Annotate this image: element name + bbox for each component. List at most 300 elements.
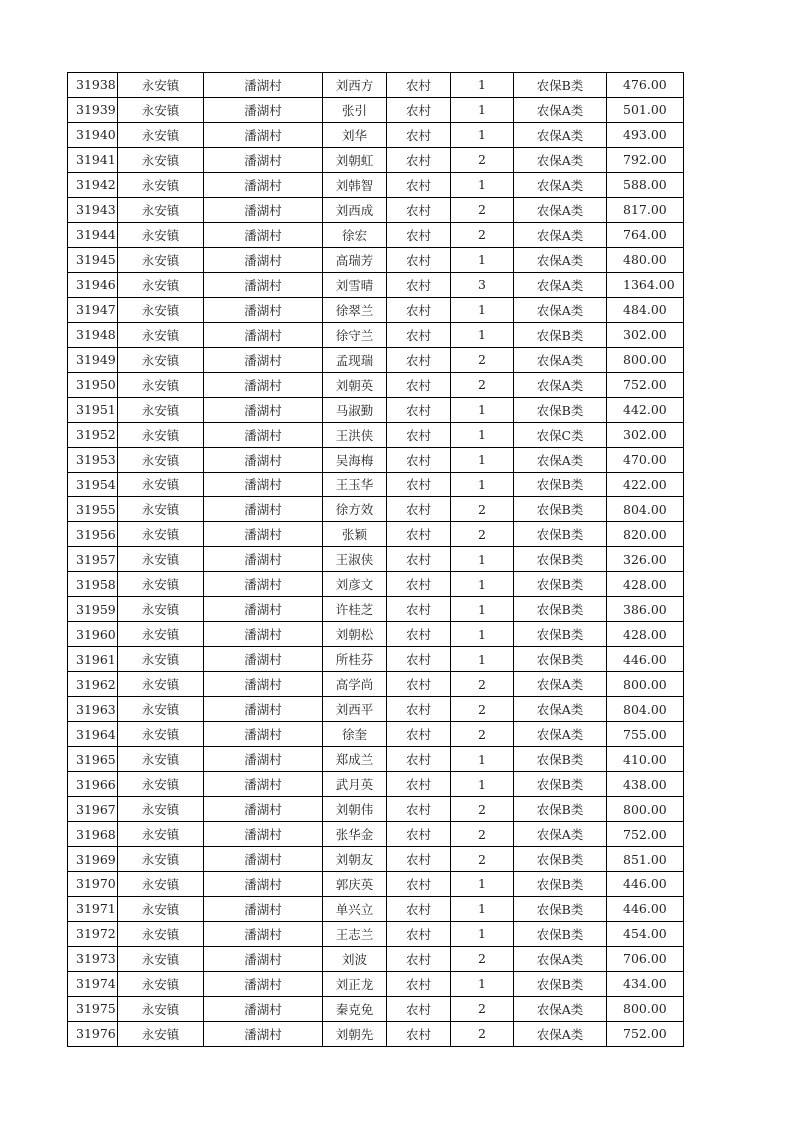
record-id-cell: 31954 [68,472,118,497]
town-cell: 永安镇 [118,122,204,147]
amount-cell: 764.00 [607,222,684,247]
person-name-cell: 王洪侠 [323,422,387,447]
town-cell: 永安镇 [118,297,204,322]
family-size-cell: 1 [451,422,514,447]
insurance-category-cell: 农保B类 [514,522,607,547]
village-cell: 潘湖村 [204,122,323,147]
record-id-cell: 31973 [68,946,118,971]
record-id-cell: 31946 [68,272,118,297]
household-type-cell: 农村 [387,647,451,672]
amount-cell: 792.00 [607,147,684,172]
amount-cell: 454.00 [607,921,684,946]
household-type-cell: 农村 [387,797,451,822]
village-cell: 潘湖村 [204,422,323,447]
household-type-cell: 农村 [387,447,451,472]
village-cell: 潘湖村 [204,547,323,572]
person-name-cell: 马淑勤 [323,397,387,422]
household-type-cell: 农村 [387,422,451,447]
town-cell: 永安镇 [118,772,204,797]
insurance-category-cell: 农保A类 [514,946,607,971]
town-cell: 永安镇 [118,347,204,372]
town-cell: 永安镇 [118,971,204,996]
household-type-cell: 农村 [387,572,451,597]
household-type-cell: 农村 [387,971,451,996]
table-row [68,472,684,497]
household-type-cell: 农村 [387,747,451,772]
insurance-category-cell: 农保A类 [514,996,607,1021]
table-row [68,197,684,222]
family-size-cell: 3 [451,272,514,297]
family-size-cell: 1 [451,921,514,946]
person-name-cell: 王志兰 [323,921,387,946]
insurance-category-cell: 农保B类 [514,397,607,422]
household-type-cell: 农村 [387,921,451,946]
town-cell: 永安镇 [118,697,204,722]
town-cell: 永安镇 [118,247,204,272]
household-type-cell: 农村 [387,197,451,222]
record-id-cell: 31960 [68,622,118,647]
record-id-cell: 31974 [68,971,118,996]
person-name-cell: 刘朝松 [323,622,387,647]
town-cell: 永安镇 [118,722,204,747]
family-size-cell: 1 [451,547,514,572]
person-name-cell: 刘西平 [323,697,387,722]
amount-cell: 438.00 [607,772,684,797]
household-type-cell: 农村 [387,247,451,272]
family-size-cell: 2 [451,1021,514,1046]
table-row [68,422,684,447]
amount-cell: 434.00 [607,971,684,996]
household-type-cell: 农村 [387,722,451,747]
table-row [68,896,684,921]
record-id-cell: 31938 [68,73,118,98]
table-row [68,622,684,647]
village-cell: 潘湖村 [204,847,323,872]
family-size-cell: 2 [451,822,514,847]
family-size-cell: 2 [451,697,514,722]
amount-cell: 410.00 [607,747,684,772]
person-name-cell: 所桂芬 [323,647,387,672]
record-id-cell: 31940 [68,122,118,147]
town-cell: 永安镇 [118,372,204,397]
person-name-cell: 刘正龙 [323,971,387,996]
table-row [68,247,684,272]
person-name-cell: 许桂芝 [323,597,387,622]
record-id-cell: 31945 [68,247,118,272]
insurance-category-cell: 农保B类 [514,896,607,921]
record-id-cell: 31943 [68,197,118,222]
person-name-cell: 刘朝友 [323,847,387,872]
person-name-cell: 刘雪晴 [323,272,387,297]
village-cell: 潘湖村 [204,597,323,622]
table-row [68,547,684,572]
town-cell: 永安镇 [118,647,204,672]
amount-cell: 302.00 [607,322,684,347]
town-cell: 永安镇 [118,447,204,472]
person-name-cell: 高学尚 [323,672,387,697]
table-row [68,847,684,872]
family-size-cell: 1 [451,597,514,622]
record-id-cell: 31975 [68,996,118,1021]
table-row [68,347,684,372]
village-cell: 潘湖村 [204,372,323,397]
table-row [68,322,684,347]
town-cell: 永安镇 [118,1021,204,1046]
insurance-category-cell: 农保A类 [514,122,607,147]
record-id-cell: 31950 [68,372,118,397]
town-cell: 永安镇 [118,597,204,622]
household-type-cell: 农村 [387,547,451,572]
insurance-category-cell: 农保A类 [514,447,607,472]
table-row [68,447,684,472]
amount-cell: 851.00 [607,847,684,872]
town-cell: 永安镇 [118,996,204,1021]
table-row [68,73,684,98]
village-cell: 潘湖村 [204,97,323,122]
record-id-cell: 31957 [68,547,118,572]
town-cell: 永安镇 [118,797,204,822]
insurance-category-cell: 农保A类 [514,222,607,247]
record-id-cell: 31951 [68,397,118,422]
family-size-cell: 1 [451,97,514,122]
table-row [68,697,684,722]
subsidy-table [67,72,684,1047]
amount-cell: 752.00 [607,372,684,397]
amount-cell: 501.00 [607,97,684,122]
person-name-cell: 孟现瑞 [323,347,387,372]
village-cell: 潘湖村 [204,697,323,722]
household-type-cell: 农村 [387,697,451,722]
town-cell: 永安镇 [118,397,204,422]
table-row [68,971,684,996]
insurance-category-cell: 农保B类 [514,597,607,622]
village-cell: 潘湖村 [204,172,323,197]
household-type-cell: 农村 [387,472,451,497]
family-size-cell: 1 [451,122,514,147]
table-row [68,672,684,697]
household-type-cell: 农村 [387,297,451,322]
record-id-cell: 31958 [68,572,118,597]
household-type-cell: 农村 [387,822,451,847]
record-id-cell: 31972 [68,921,118,946]
village-cell: 潘湖村 [204,1021,323,1046]
household-type-cell: 农村 [387,397,451,422]
household-type-cell: 农村 [387,996,451,1021]
person-name-cell: 徐守兰 [323,322,387,347]
table-row [68,522,684,547]
village-cell: 潘湖村 [204,147,323,172]
amount-cell: 800.00 [607,672,684,697]
village-cell: 潘湖村 [204,297,323,322]
household-type-cell: 农村 [387,97,451,122]
record-id-cell: 31944 [68,222,118,247]
insurance-category-cell: 农保A类 [514,372,607,397]
town-cell: 永安镇 [118,172,204,197]
family-size-cell: 2 [451,722,514,747]
village-cell: 潘湖村 [204,73,323,98]
person-name-cell: 刘韩智 [323,172,387,197]
family-size-cell: 2 [451,797,514,822]
insurance-category-cell: 农保A类 [514,172,607,197]
village-cell: 潘湖村 [204,472,323,497]
insurance-category-cell: 农保B类 [514,497,607,522]
town-cell: 永安镇 [118,97,204,122]
family-size-cell: 1 [451,896,514,921]
family-size-cell: 1 [451,73,514,98]
insurance-category-cell: 农保B类 [514,747,607,772]
village-cell: 潘湖村 [204,946,323,971]
amount-cell: 428.00 [607,572,684,597]
insurance-category-cell: 农保B类 [514,872,607,897]
table-body [68,73,684,1047]
person-name-cell: 刘西成 [323,197,387,222]
family-size-cell: 2 [451,497,514,522]
table-row [68,747,684,772]
person-name-cell: 徐方效 [323,497,387,522]
table-row [68,872,684,897]
record-id-cell: 31959 [68,597,118,622]
village-cell: 潘湖村 [204,447,323,472]
person-name-cell: 武月英 [323,772,387,797]
insurance-category-cell: 农保A类 [514,247,607,272]
amount-cell: 428.00 [607,622,684,647]
insurance-category-cell: 农保B类 [514,622,607,647]
town-cell: 永安镇 [118,497,204,522]
village-cell: 潘湖村 [204,797,323,822]
insurance-category-cell: 农保A类 [514,297,607,322]
amount-cell: 480.00 [607,247,684,272]
record-id-cell: 31952 [68,422,118,447]
village-cell: 潘湖村 [204,971,323,996]
household-type-cell: 农村 [387,147,451,172]
person-name-cell: 秦克免 [323,996,387,1021]
amount-cell: 820.00 [607,522,684,547]
insurance-category-cell: 农保B类 [514,472,607,497]
family-size-cell: 2 [451,996,514,1021]
household-type-cell: 农村 [387,946,451,971]
town-cell: 永安镇 [118,472,204,497]
amount-cell: 817.00 [607,197,684,222]
family-size-cell: 2 [451,372,514,397]
family-size-cell: 1 [451,872,514,897]
person-name-cell: 单兴立 [323,896,387,921]
record-id-cell: 31968 [68,822,118,847]
household-type-cell: 农村 [387,622,451,647]
person-name-cell: 刘西方 [323,73,387,98]
family-size-cell: 2 [451,672,514,697]
town-cell: 永安镇 [118,921,204,946]
person-name-cell: 刘朝先 [323,1021,387,1046]
amount-cell: 386.00 [607,597,684,622]
family-size-cell: 1 [451,397,514,422]
person-name-cell: 徐翠兰 [323,297,387,322]
village-cell: 潘湖村 [204,872,323,897]
household-type-cell: 农村 [387,347,451,372]
village-cell: 潘湖村 [204,996,323,1021]
town-cell: 永安镇 [118,73,204,98]
person-name-cell: 刘朝虹 [323,147,387,172]
record-id-cell: 31965 [68,747,118,772]
insurance-category-cell: 农保B类 [514,847,607,872]
village-cell: 潘湖村 [204,647,323,672]
village-cell: 潘湖村 [204,522,323,547]
village-cell: 潘湖村 [204,672,323,697]
table-row [68,372,684,397]
town-cell: 永安镇 [118,422,204,447]
household-type-cell: 农村 [387,222,451,247]
table-row [68,822,684,847]
table-row [68,647,684,672]
insurance-category-cell: 农保B类 [514,73,607,98]
village-cell: 潘湖村 [204,622,323,647]
insurance-category-cell: 农保B类 [514,921,607,946]
table-row [68,122,684,147]
record-id-cell: 31947 [68,297,118,322]
village-cell: 潘湖村 [204,247,323,272]
insurance-category-cell: 农保B类 [514,572,607,597]
insurance-category-cell: 农保A类 [514,822,607,847]
village-cell: 潘湖村 [204,497,323,522]
village-cell: 潘湖村 [204,747,323,772]
family-size-cell: 2 [451,222,514,247]
amount-cell: 804.00 [607,497,684,522]
record-id-cell: 31939 [68,97,118,122]
village-cell: 潘湖村 [204,921,323,946]
village-cell: 潘湖村 [204,822,323,847]
amount-cell: 800.00 [607,996,684,1021]
town-cell: 永安镇 [118,822,204,847]
person-name-cell: 张引 [323,97,387,122]
person-name-cell: 张华金 [323,822,387,847]
insurance-category-cell: 农保A类 [514,722,607,747]
household-type-cell: 农村 [387,73,451,98]
record-id-cell: 31964 [68,722,118,747]
town-cell: 永安镇 [118,896,204,921]
table-row [68,97,684,122]
table-row [68,497,684,522]
family-size-cell: 1 [451,971,514,996]
amount-cell: 446.00 [607,647,684,672]
table-row [68,772,684,797]
village-cell: 潘湖村 [204,222,323,247]
village-cell: 潘湖村 [204,272,323,297]
family-size-cell: 2 [451,347,514,372]
table-row [68,397,684,422]
record-id-cell: 31948 [68,322,118,347]
family-size-cell: 2 [451,147,514,172]
amount-cell: 422.00 [607,472,684,497]
insurance-category-cell: 农保A类 [514,347,607,372]
amount-cell: 706.00 [607,946,684,971]
record-id-cell: 31961 [68,647,118,672]
insurance-category-cell: 农保A类 [514,272,607,297]
town-cell: 永安镇 [118,222,204,247]
person-name-cell: 刘波 [323,946,387,971]
table-row [68,946,684,971]
person-name-cell: 徐奎 [323,722,387,747]
town-cell: 永安镇 [118,197,204,222]
family-size-cell: 1 [451,772,514,797]
insurance-category-cell: 农保B类 [514,797,607,822]
amount-cell: 484.00 [607,297,684,322]
insurance-category-cell: 农保A类 [514,97,607,122]
insurance-category-cell: 农保B类 [514,971,607,996]
amount-cell: 446.00 [607,896,684,921]
table-row [68,1021,684,1046]
family-size-cell: 1 [451,622,514,647]
amount-cell: 1364.00 [607,272,684,297]
household-type-cell: 农村 [387,672,451,697]
town-cell: 永安镇 [118,322,204,347]
town-cell: 永安镇 [118,147,204,172]
household-type-cell: 农村 [387,896,451,921]
town-cell: 永安镇 [118,747,204,772]
amount-cell: 476.00 [607,73,684,98]
person-name-cell: 刘彦文 [323,572,387,597]
person-name-cell: 张颖 [323,522,387,547]
table-row [68,597,684,622]
person-name-cell: 郭庆英 [323,872,387,897]
insurance-category-cell: 农保A类 [514,147,607,172]
household-type-cell: 农村 [387,322,451,347]
village-cell: 潘湖村 [204,896,323,921]
village-cell: 潘湖村 [204,347,323,372]
record-id-cell: 31966 [68,772,118,797]
village-cell: 潘湖村 [204,772,323,797]
table-row [68,996,684,1021]
amount-cell: 752.00 [607,1021,684,1046]
family-size-cell: 2 [451,946,514,971]
amount-cell: 800.00 [607,797,684,822]
household-type-cell: 农村 [387,597,451,622]
amount-cell: 326.00 [607,547,684,572]
table-row [68,572,684,597]
insurance-category-cell: 农保A类 [514,697,607,722]
insurance-category-cell: 农保B类 [514,322,607,347]
amount-cell: 804.00 [607,697,684,722]
family-size-cell: 2 [451,522,514,547]
town-cell: 永安镇 [118,847,204,872]
household-type-cell: 农村 [387,272,451,297]
family-size-cell: 1 [451,447,514,472]
record-id-cell: 31956 [68,522,118,547]
town-cell: 永安镇 [118,272,204,297]
amount-cell: 588.00 [607,172,684,197]
town-cell: 永安镇 [118,946,204,971]
amount-cell: 442.00 [607,397,684,422]
family-size-cell: 2 [451,197,514,222]
town-cell: 永安镇 [118,622,204,647]
insurance-category-cell: 农保C类 [514,422,607,447]
amount-cell: 800.00 [607,347,684,372]
town-cell: 永安镇 [118,522,204,547]
record-id-cell: 31970 [68,872,118,897]
record-id-cell: 31971 [68,896,118,921]
family-size-cell: 1 [451,647,514,672]
household-type-cell: 农村 [387,772,451,797]
table-row [68,297,684,322]
person-name-cell: 刘朝英 [323,372,387,397]
table-row [68,722,684,747]
town-cell: 永安镇 [118,872,204,897]
family-size-cell: 1 [451,247,514,272]
person-name-cell: 王玉华 [323,472,387,497]
household-type-cell: 农村 [387,497,451,522]
household-type-cell: 农村 [387,1021,451,1046]
town-cell: 永安镇 [118,547,204,572]
family-size-cell: 1 [451,322,514,347]
record-id-cell: 31962 [68,672,118,697]
